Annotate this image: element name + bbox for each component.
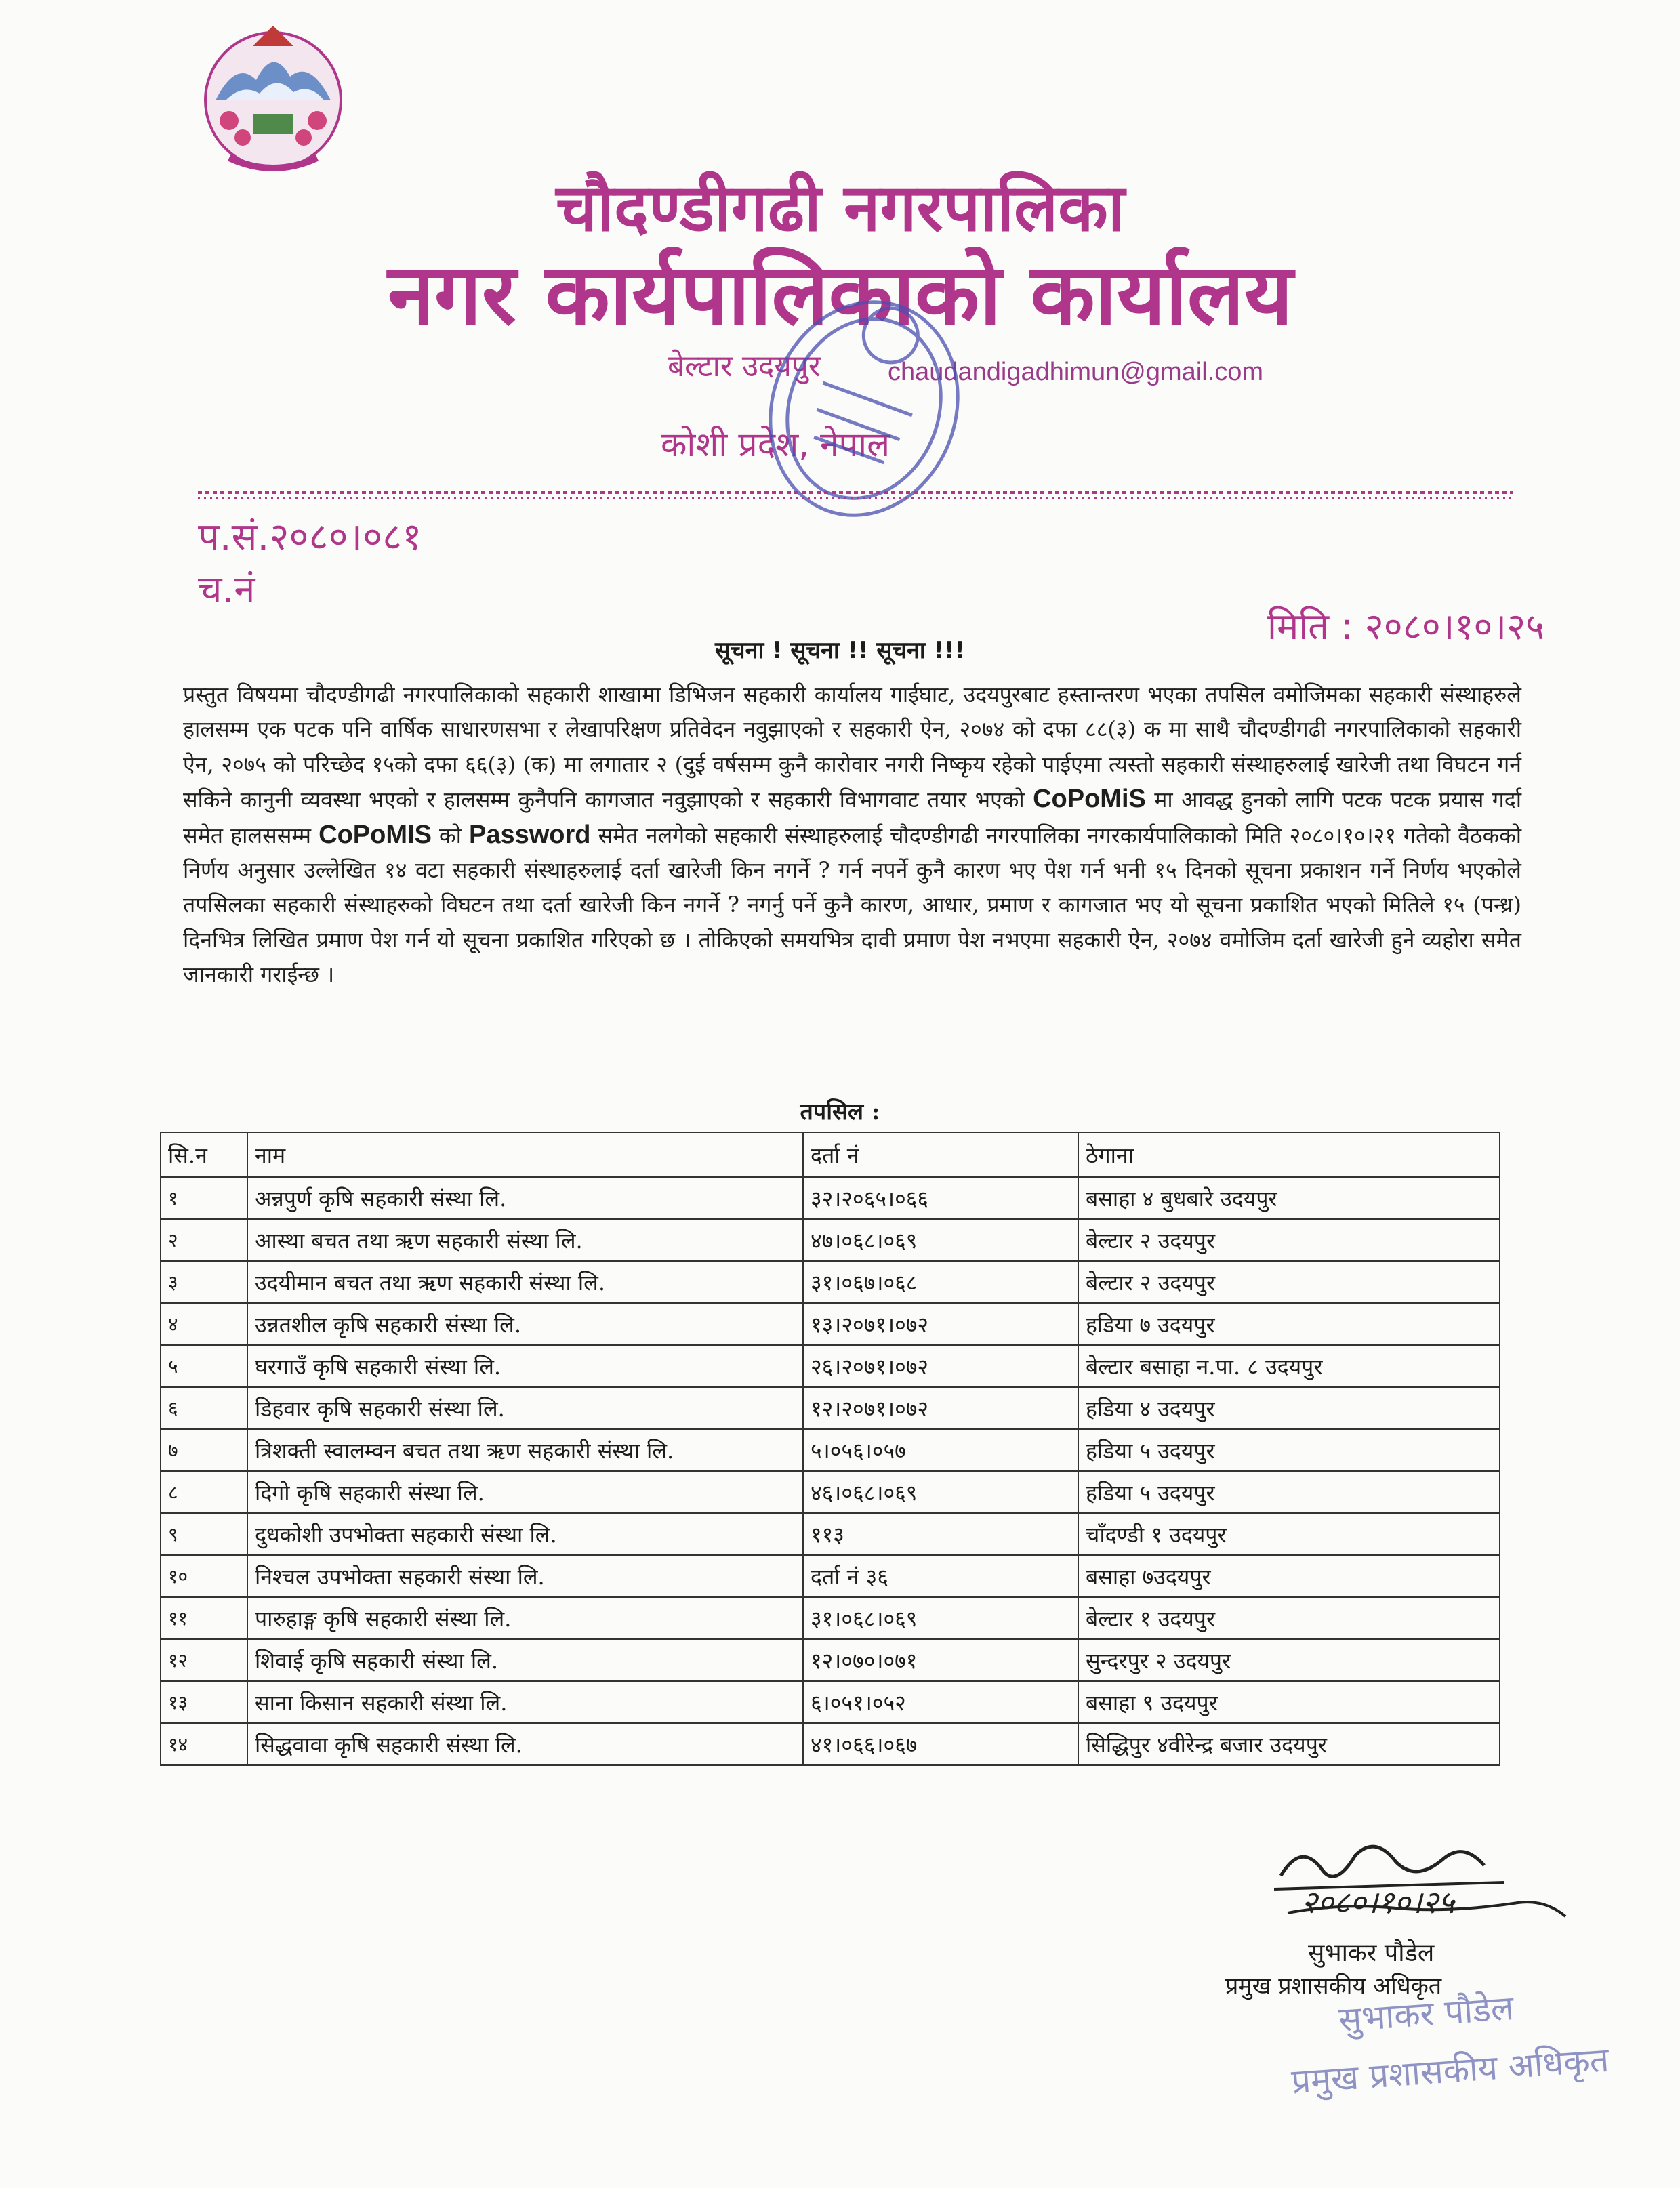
body-text-part: मा आवद्ध हुनको लागि पटक पटक प्रयास गर्दा समेत हालससम्म — [183, 787, 1522, 848]
cooperatives-table — [160, 1132, 1499, 1766]
reference-number: प.सं.२०८०।०८१ — [198, 515, 422, 559]
copomis-term: CoPoMIS — [319, 820, 432, 849]
row-address: बेल्टार १ उदयपुर — [1078, 1597, 1500, 1639]
row-address: बेल्टार २ उदयपुर — [1078, 1261, 1500, 1303]
row-serial: ३ — [161, 1261, 247, 1303]
row-cooperative-name: दुधकोशी उपभोक्ता सहकारी संस्था लि. — [247, 1513, 803, 1555]
row-serial: ८ — [161, 1471, 247, 1513]
row-cooperative-name: दिगो कृषि सहकारी संस्था लि. — [247, 1471, 803, 1513]
row-registration-no: ४१।०६६।०६७ — [803, 1723, 1078, 1765]
row-cooperative-name: साना किसान सहकारी संस्था लि. — [247, 1681, 803, 1723]
row-cooperative-name: घरगाउँ कृषि सहकारी संस्था लि. — [247, 1345, 803, 1387]
office-province: कोशी प्रदेश, नेपाल — [661, 425, 890, 464]
office-email: chaudandigadhimun@gmail.com — [888, 358, 1264, 386]
table-row — [161, 1471, 1500, 1513]
row-serial: ६ — [161, 1387, 247, 1429]
table-row — [161, 1387, 1500, 1429]
table-row — [161, 1303, 1500, 1345]
row-cooperative-name: त्रिशक्ती स्वालम्वन बचत तथा ऋण सहकारी संस्था लि. — [247, 1429, 803, 1471]
table-row — [161, 1597, 1500, 1639]
row-serial: ७ — [161, 1429, 247, 1471]
table-header-row — [161, 1132, 1500, 1177]
table-row — [161, 1513, 1500, 1555]
row-registration-no: ३१।०६७।०६८ — [803, 1261, 1078, 1303]
row-registration-no: ४७।०६८।०६९ — [803, 1219, 1078, 1261]
notice-body — [183, 678, 1521, 993]
row-serial: १ — [161, 1177, 247, 1219]
letterhead-divider — [198, 489, 1513, 501]
table-row — [161, 1681, 1500, 1723]
row-registration-no: दर्ता नं ३६ — [803, 1555, 1078, 1597]
row-serial: ९ — [161, 1513, 247, 1555]
row-registration-no: ६।०५१।०५२ — [803, 1681, 1078, 1723]
signature-date: २०८०।१०।२५ — [1301, 1884, 1455, 1920]
row-address: हडिया ७ उदयपुर — [1078, 1303, 1500, 1345]
row-serial: १३ — [161, 1681, 247, 1723]
row-cooperative-name: पारुहाङ्ग कृषि सहकारी संस्था लि. — [247, 1597, 803, 1639]
office-name: नगर कार्यपालिकाको कार्यालय — [388, 246, 1293, 344]
row-address: हडिया ४ उदयपुर — [1078, 1387, 1500, 1429]
row-registration-no: ३१।०६८।०६९ — [803, 1597, 1078, 1639]
row-address: बसाहा ९ उदयपुर — [1078, 1681, 1500, 1723]
table-row — [161, 1219, 1500, 1261]
body-text-part: समेत नलगेको सहकारी संस्थाहरुलाई चौदण्डीगढी नगरपालिका नगरकार्यपालिकाको मिति २०८०।१०।२१ गतेको वैठकको निर्णय अनुसार उल्लेखित १४ वटा सहकारी संस्थाहरुलाई दर्ता खारेजी किन नगर्ने ? गर्न नपर्ने कुनै कारण भए पेश गर्न भनी १५ दिनको सूचना प्रकाशन गर्ने निर्णय भएकोले तपसिलका सहकारी संस्थाहरुको विघटन तथा दर्ता खारेजी किन नगर्ने ? नगर्नु पर्ने कुनै कारण, आधार, प्रमाण र कागजात भए यो सूचना प्रकाशित भएको मितिले १५ (पन्ध्र) दिनभित्र लिखित प्रमाण पेश गर्न यो सूचना प्रकाशित गरिएको छ । तोकिएको समयभित्र दावी प्रमाण पेश नभएमा सहकारी ऐन, २०७४ वमोजिम दर्ता खारेजी हुने व्यहोरा समेत जानकारी गराईन्छ । — [183, 822, 1522, 988]
row-cooperative-name: अन्नपुर्ण कृषि सहकारी संस्था लि. — [247, 1177, 803, 1219]
row-address: चाँदण्डी १ उदयपुर — [1078, 1513, 1500, 1555]
nepal-emblem-logo — [188, 19, 358, 188]
row-registration-no: ३२।२०६५।०६६ — [803, 1177, 1078, 1219]
row-registration-no: १२।२०७१।०७२ — [803, 1387, 1078, 1429]
table-row — [161, 1723, 1500, 1765]
body-text-part: को — [439, 822, 462, 848]
signatory-title: प्रमुख प्रशासकीय अधिकृत — [1225, 1973, 1442, 2000]
handwritten-signature — [1261, 1828, 1572, 1943]
signatory-name: सुभाकर पौडेल — [1308, 1939, 1435, 1967]
row-serial: ११ — [161, 1597, 247, 1639]
row-registration-no: ४६।०६८।०६९ — [803, 1471, 1078, 1513]
dispatch-number: च.नं — [198, 568, 255, 612]
body-text-part: प्रस्तुत विषयमा चौदण्डीगढी नगरपालिकाको सहकारी शाखामा डिभिजन सहकारी कार्यालय गाईघाट, उदयपुरबाट हस्तान्तरण भएका तपसिल वमोजिमका सहकारी संस्थाहरुले हालसम्म एक पटक पनि वार्षिक साधारणसभा र लेखापरिक्षण प्रतिवेदन नवुझाएको र सहकारी ऐन, २०७४ को दफा ८८(३) क मा साथै चौदण्डीगढी नगरपालिकाको सहकारी ऐन, २०७५ को परिच्छेद १५को दफा ६६(३) (क) मा लगातार २ (दुई वर्षसम्म कुनै कारोवार नगरी निष्कृय रहेको पाईएमा त्यस्तो सहकारी संस्थाहरुलाई खारेजी तथा विघटन गर्न सकिने कानुनी व्यवस्था भएको र हालसम्म कुनैपनि कागजात नवुझाएको र सहकारी विभागवाट तयार भएको — [183, 682, 1521, 813]
row-serial: २ — [161, 1219, 247, 1261]
row-cooperative-name: सिद्धवावा कृषि सहकारी संस्था लि. — [247, 1723, 803, 1765]
row-cooperative-name: उन्नतशील कृषि सहकारी संस्था लि. — [247, 1303, 803, 1345]
table-row — [161, 1345, 1500, 1387]
row-cooperative-name: डिहवार कृषि सहकारी संस्था लि. — [247, 1387, 803, 1429]
row-serial: ४ — [161, 1303, 247, 1345]
name-stamp: सुभाकर पौडेल — [1337, 1988, 1515, 2040]
row-serial: १२ — [161, 1639, 247, 1681]
col-header-registration: दर्ता नं — [803, 1132, 1078, 1177]
col-header-name: नाम — [247, 1132, 803, 1177]
notice-date: मिति : २०८०।१०।२५ — [1267, 605, 1545, 648]
notice-title: सूचना ! सूचना !! सूचना !!! — [715, 637, 965, 664]
row-address: सिद्धिपुर ४वीरेन्द्र बजार उदयपुर — [1078, 1723, 1500, 1765]
row-registration-no: १२।०७०।०७१ — [803, 1639, 1078, 1681]
row-cooperative-name: उदयीमान बचत तथा ऋण सहकारी संस्था लि. — [247, 1261, 803, 1303]
row-serial: ५ — [161, 1345, 247, 1387]
title-stamp: प्रमुख प्रशासकीय अधिकृत — [1290, 2040, 1610, 2102]
municipality-name: चौदण्डीगढी नगरपालिका — [556, 170, 1125, 246]
row-address: हडिया ५ उदयपुर — [1078, 1429, 1500, 1471]
row-serial: १४ — [161, 1723, 247, 1765]
row-serial: १० — [161, 1555, 247, 1597]
row-registration-no: २६।२०७१।०७२ — [803, 1345, 1078, 1387]
row-address: सुन्दरपुर २ उदयपुर — [1078, 1639, 1500, 1681]
schedule-heading: तपसिल : — [800, 1098, 880, 1126]
office-address: बेल्टार उदयपुर — [668, 349, 821, 384]
row-cooperative-name: निश्चल उपभोक्ता सहकारी संस्था लि. — [247, 1555, 803, 1597]
table-row — [161, 1177, 1500, 1219]
table-row — [161, 1639, 1500, 1681]
row-registration-no: १३।२०७१।०७२ — [803, 1303, 1078, 1345]
row-address: हडिया ५ उदयपुर — [1078, 1471, 1500, 1513]
row-address: बेल्टार बसाहा न.पा. ८ उदयपुर — [1078, 1345, 1500, 1387]
password-term: Password — [468, 820, 591, 849]
row-address: बसाहा ४ बुधबारे उदयपुर — [1078, 1177, 1500, 1219]
col-header-serial: सि.न — [161, 1132, 247, 1177]
table-row — [161, 1261, 1500, 1303]
row-address: बेल्टार २ उदयपुर — [1078, 1219, 1500, 1261]
table-row — [161, 1429, 1500, 1471]
row-registration-no: ५।०५६।०५७ — [803, 1429, 1078, 1471]
row-cooperative-name: शिवाई कृषि सहकारी संस्था लि. — [247, 1639, 803, 1681]
copomis-term: CoPoMiS — [1033, 785, 1146, 814]
row-registration-no: ११३ — [803, 1513, 1078, 1555]
row-address: बसाहा ७उदयपुर — [1078, 1555, 1500, 1597]
table-row — [161, 1555, 1500, 1597]
col-header-address: ठेगाना — [1078, 1132, 1500, 1177]
row-cooperative-name: आस्था बचत तथा ऋण सहकारी संस्था लि. — [247, 1219, 803, 1261]
